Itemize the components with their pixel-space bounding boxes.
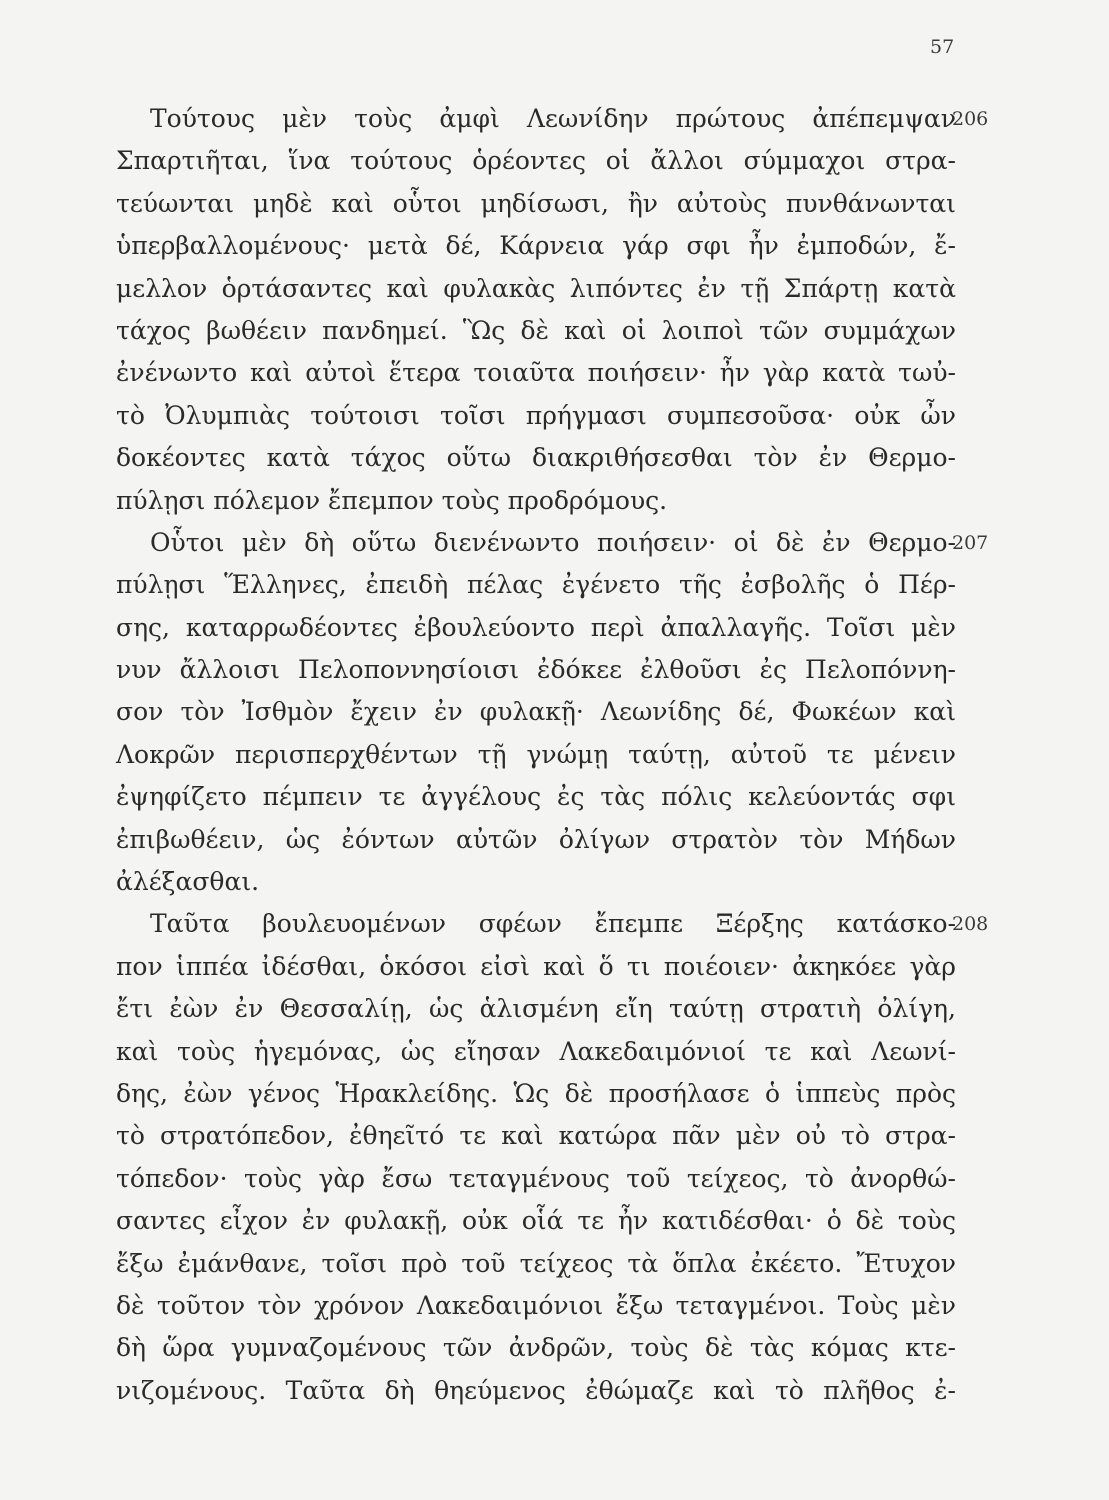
- page-number: 57: [930, 36, 955, 58]
- text-line: τάχος βωθέειν πανδημεί. Ὣς δὲ καὶ οἱ λοιποὶ τῶν συμμάχων: [116, 315, 956, 345]
- paragraph-207: [116, 522, 989, 904]
- text-line: σον τὸν Ἰσθμὸν ἔχειν ἐν φυλακῇ· Λεωνίδης δέ, Φωκέων καὶ: [116, 697, 956, 727]
- text-line: δοκέοντες κατὰ τάχος οὕτω διακριθήσεσθαι τὸν ἐν Θερμο-: [116, 443, 956, 473]
- line-text: Τούτους μὲν τοὺς ἀμφὶ Λεωνίδην πρώτους ἀπέπεμψαν: [150, 104, 956, 133]
- text-line: μελλον ὁρτάσαντες καὶ φυλακὰς λιπόντες ἐν τῇ Σπάρτῃ κατὰ: [116, 273, 956, 303]
- text-line: τὸ στρατόπεδον, ἐθηεῖτό τε καὶ κατώρα πᾶν μὲν οὐ τὸ στρα-: [116, 1121, 956, 1151]
- text-line: ἐνένωντο καὶ αὐτοὶ ἕτερα τοιαῦτα ποιήσειν· ἦν γὰρ κατὰ τωὐ-: [116, 358, 956, 388]
- paragraph-208: [116, 903, 989, 1412]
- line-text: Ταῦτα βουλευομένων σφέων ἔπεμπε Ξέρξης κατάσκο-: [150, 909, 956, 939]
- text-line: πύλῃσι πόλεμον ἔπεμπον τοὺς προδρόμους.: [116, 485, 668, 515]
- text-line: σαντες εἶχον ἐν φυλακῇ, οὐκ οἷά τε ἦν κατιδέσθαι· ὁ δὲ τοὺς: [116, 1206, 956, 1236]
- text-line: ἀλέξασθαι.: [116, 867, 260, 897]
- text-line: δης, ἐὼν γένος Ἡρακλείδης. Ὡς δὲ προσήλασε ὁ ἱππεὺς πρὸς: [116, 1078, 956, 1108]
- paragraph-206: [116, 98, 989, 522]
- section-number: 207: [952, 531, 989, 554]
- text-line: νυν ἄλλοισι Πελοποννησίοισι ἐδόκεε ἐλθοῦσι ἐς Πελοπόννη-: [116, 655, 956, 685]
- text-line: τὸ Ὀλυμπιὰς τούτοισι τοῖσι πρήγμασι συμπεσοῦσα· οὐκ ὦν: [116, 400, 956, 430]
- text-line: πύλῃσι Ἕλληνες, ἐπειδὴ πέλας ἐγένετο τῆς ἐσβολῆς ὁ Πέρ-: [116, 570, 956, 600]
- text-line: [116, 522, 989, 564]
- section-number: 208: [952, 913, 989, 936]
- text-line: καὶ τοὺς ἡγεμόνας, ὡς εἴησαν Λακεδαιμόνιοί τε καὶ Λεωνί-: [116, 1036, 956, 1066]
- text-line: σης, καταρρωδέοντες ἐβουλεύοντο περὶ ἀπαλλαγῆς. Τοῖσι μὲν: [116, 612, 956, 642]
- text-line: ἐψηφίζετο πέμπειν τε ἀγγέλους ἐς τὰς πόλις κελεύοντάς σφι: [116, 782, 956, 812]
- section-number: 206: [952, 108, 989, 130]
- text-line: Σπαρτιῆται, ἵνα τούτους ὁρέοντες οἱ ἄλλοι σύμμαχοι στρα-: [116, 146, 956, 176]
- text-line: νιζομένους. Ταῦτα δὴ θηεύμενος ἐθώμαζε καὶ τὸ πλῆθος ἐ-: [116, 1375, 956, 1405]
- line-text: Οὗτοι μὲν δὴ οὕτω διενένωντο ποιήσειν· οἱ δὲ ἐν Θερμο-: [150, 527, 956, 557]
- text-line: [116, 98, 989, 140]
- text-line: πον ἱππέα ἰδέσθαι, ὁκόσοι εἰσὶ καὶ ὅ τι ποιέοιεν· ἀκηκόεε γὰρ: [116, 951, 956, 981]
- text-line: δὴ ὥρα γυμναζομένους τῶν ἀνδρῶν, τοὺς δὲ τὰς κόμας κτε-: [116, 1333, 956, 1363]
- text-line: ἐπιβωθέειν, ὡς ἐόντων αὐτῶν ὀλίγων στρατὸν τὸν Μήδων: [116, 824, 956, 854]
- text-line: τόπεδον· τοὺς γὰρ ἔσω τεταγμένους τοῦ τείχεος, τὸ ἀνορθώ-: [116, 1163, 956, 1193]
- text-line: τεύωνται μηδὲ καὶ οὗτοι μηδίσωσι, ἢν αὐτοὺς πυνθάνωνται: [116, 188, 956, 218]
- text-line: Λοκρῶν περισπερχθέντων τῇ γνώμῃ ταύτῃ, αὐτοῦ τε μένειν: [116, 739, 956, 769]
- text-block: [116, 98, 989, 1412]
- text-line: ἔξω ἐμάνθανε, τοῖσι πρὸ τοῦ τείχεος τὰ ὅπλα ἐκέετο. Ἔτυχον: [116, 1248, 956, 1278]
- text-line: [116, 903, 989, 945]
- text-line: ὑπερβαλλομένους· μετὰ δέ, Κάρνεια γάρ σφι ἦν ἐμποδών, ἔ-: [116, 231, 956, 261]
- text-line: ἔτι ἐὼν ἐν Θεσσαλίῃ, ὡς ἁλισμένη εἴη ταύτῃ στρατιὴ ὀλίγη,: [116, 994, 956, 1024]
- text-line: δὲ τοῦτον τὸν χρόνον Λακεδαιμόνιοι ἔξω τεταγμένοι. Τοὺς μὲν: [116, 1290, 956, 1320]
